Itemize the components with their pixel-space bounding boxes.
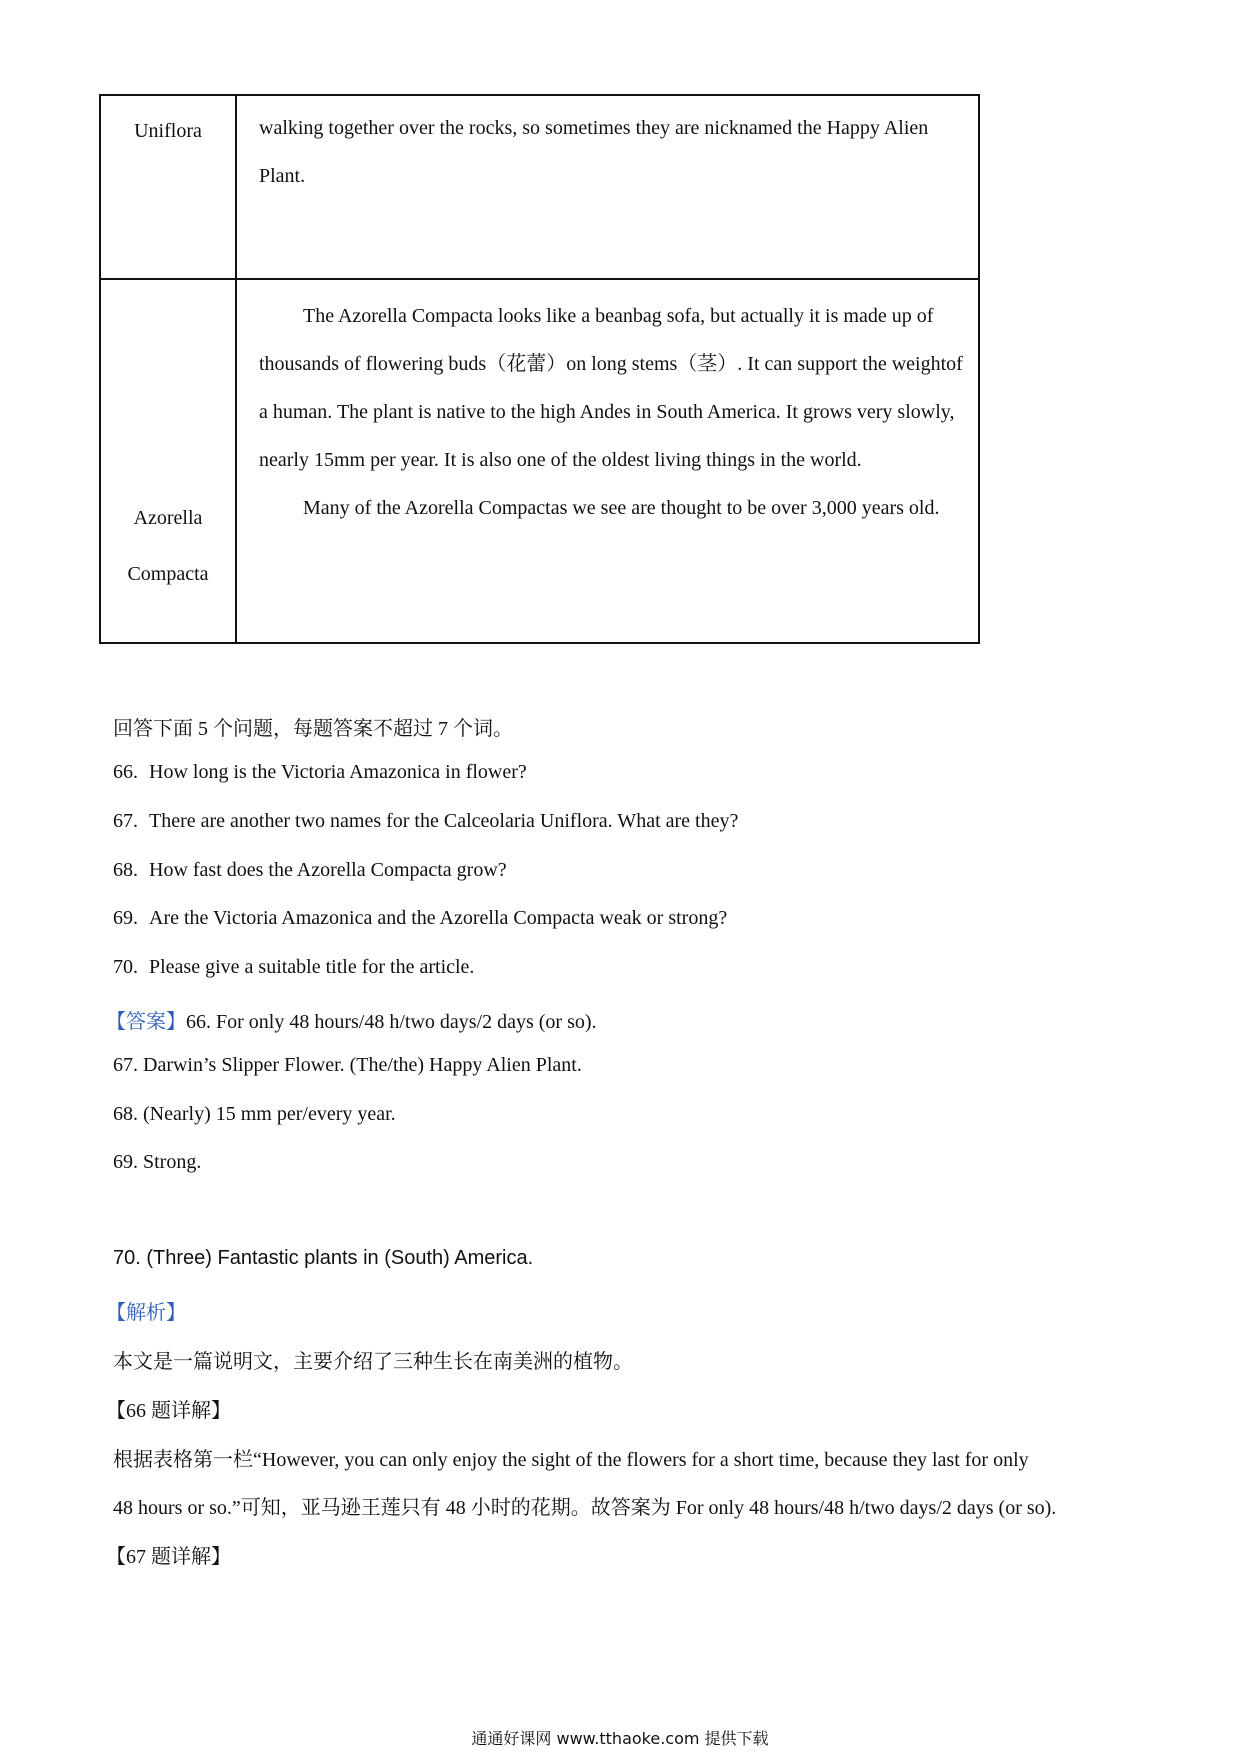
plant-name <box>101 280 235 602</box>
plant-description-para1: The Azorella Compacta looks like a beanbag sofa, but actually it is made up of thousands of flowering buds（花蕾）on long stems（茎）. It can support the weightof a human. The plant is native to the high Andes in South America. It grows very slowly, nearly 15mm per year. It is also one of the oldest living things in the world. <box>259 305 963 471</box>
question-66 <box>113 761 527 784</box>
plant-description: walking together over the rocks, so sometimes they are nicknamed the Happy Alien Plant. <box>259 117 929 187</box>
analysis-label: 【解析】 <box>106 1302 186 1324</box>
question-number: 69. <box>113 907 138 929</box>
answer-66 <box>106 1005 597 1034</box>
plant-table <box>99 94 980 644</box>
plant-name-cell <box>100 95 236 279</box>
question-text: Please give a suitable title for the article. <box>149 956 475 978</box>
page-footer: 通通好课网 www.tthaoke.com 提供下载 <box>471 1729 769 1748</box>
detail-66-line1: 根据表格第一栏“However, you can only enjoy the sight of the flowers for a short time, because they last for only <box>113 1449 1029 1471</box>
question-text: How long is the Victoria Amazonica in flower? <box>149 761 527 783</box>
answer-69: 69. Strong. <box>113 1151 202 1173</box>
plant-name-line2: Compacta <box>127 563 209 585</box>
detail-66-title: 【66 题详解】 <box>106 1400 231 1422</box>
answer-68: 68. (Nearly) 15 mm per/every year. <box>113 1103 396 1125</box>
table-row <box>100 279 979 643</box>
question-text: Are the Victoria Amazonica and the Azorella Compacta weak or strong? <box>149 907 728 929</box>
question-number: 67. <box>113 810 138 832</box>
question-67 <box>113 810 738 833</box>
question-text: How fast does the Azorella Compacta grow? <box>149 859 507 881</box>
question-number: 66. <box>113 761 138 783</box>
plant-name-cell <box>100 279 236 643</box>
question-number: 68. <box>113 859 138 881</box>
answer-label: 【答案】 <box>106 1011 186 1033</box>
question-69 <box>113 907 727 930</box>
question-number: 70. <box>113 956 138 978</box>
question-text: There are another two names for the Calceolaria Uniflora. What are they? <box>149 810 739 832</box>
detail-67-title: 【67 题详解】 <box>106 1546 231 1568</box>
plant-name-line1: Azorella <box>133 507 203 529</box>
plant-description-cell <box>236 95 979 279</box>
question-68 <box>113 859 507 882</box>
answer-70: 70. (Three) Fantastic plants in (South) America. <box>113 1247 534 1269</box>
question-70 <box>113 956 474 979</box>
plant-description-cell <box>236 279 979 643</box>
analysis-summary: 本文是一篇说明文，主要介绍了三种生长在南美洲的植物。 <box>113 1351 633 1373</box>
plant-name: Uniflora <box>134 120 202 142</box>
plant-description-para2: Many of the Azorella Compactas we see are thought to be over 3,000 years old. <box>303 497 940 519</box>
instructions: 回答下面 5 个问题，每题答案不超过 7 个词。 <box>113 718 513 740</box>
detail-66-line2: 48 hours or so.”可知，亚马逊王莲只有 48 小时的花期。故答案为 For only 48 hours/48 h/two days/2 days (or so). <box>113 1497 1057 1519</box>
answer-text: 66. For only 48 hours/48 h/two days/2 days (or so). <box>186 1011 597 1033</box>
table-row <box>100 95 979 279</box>
answer-67: 67. Darwin’s Slipper Flower. (The/the) Happy Alien Plant. <box>113 1054 582 1076</box>
